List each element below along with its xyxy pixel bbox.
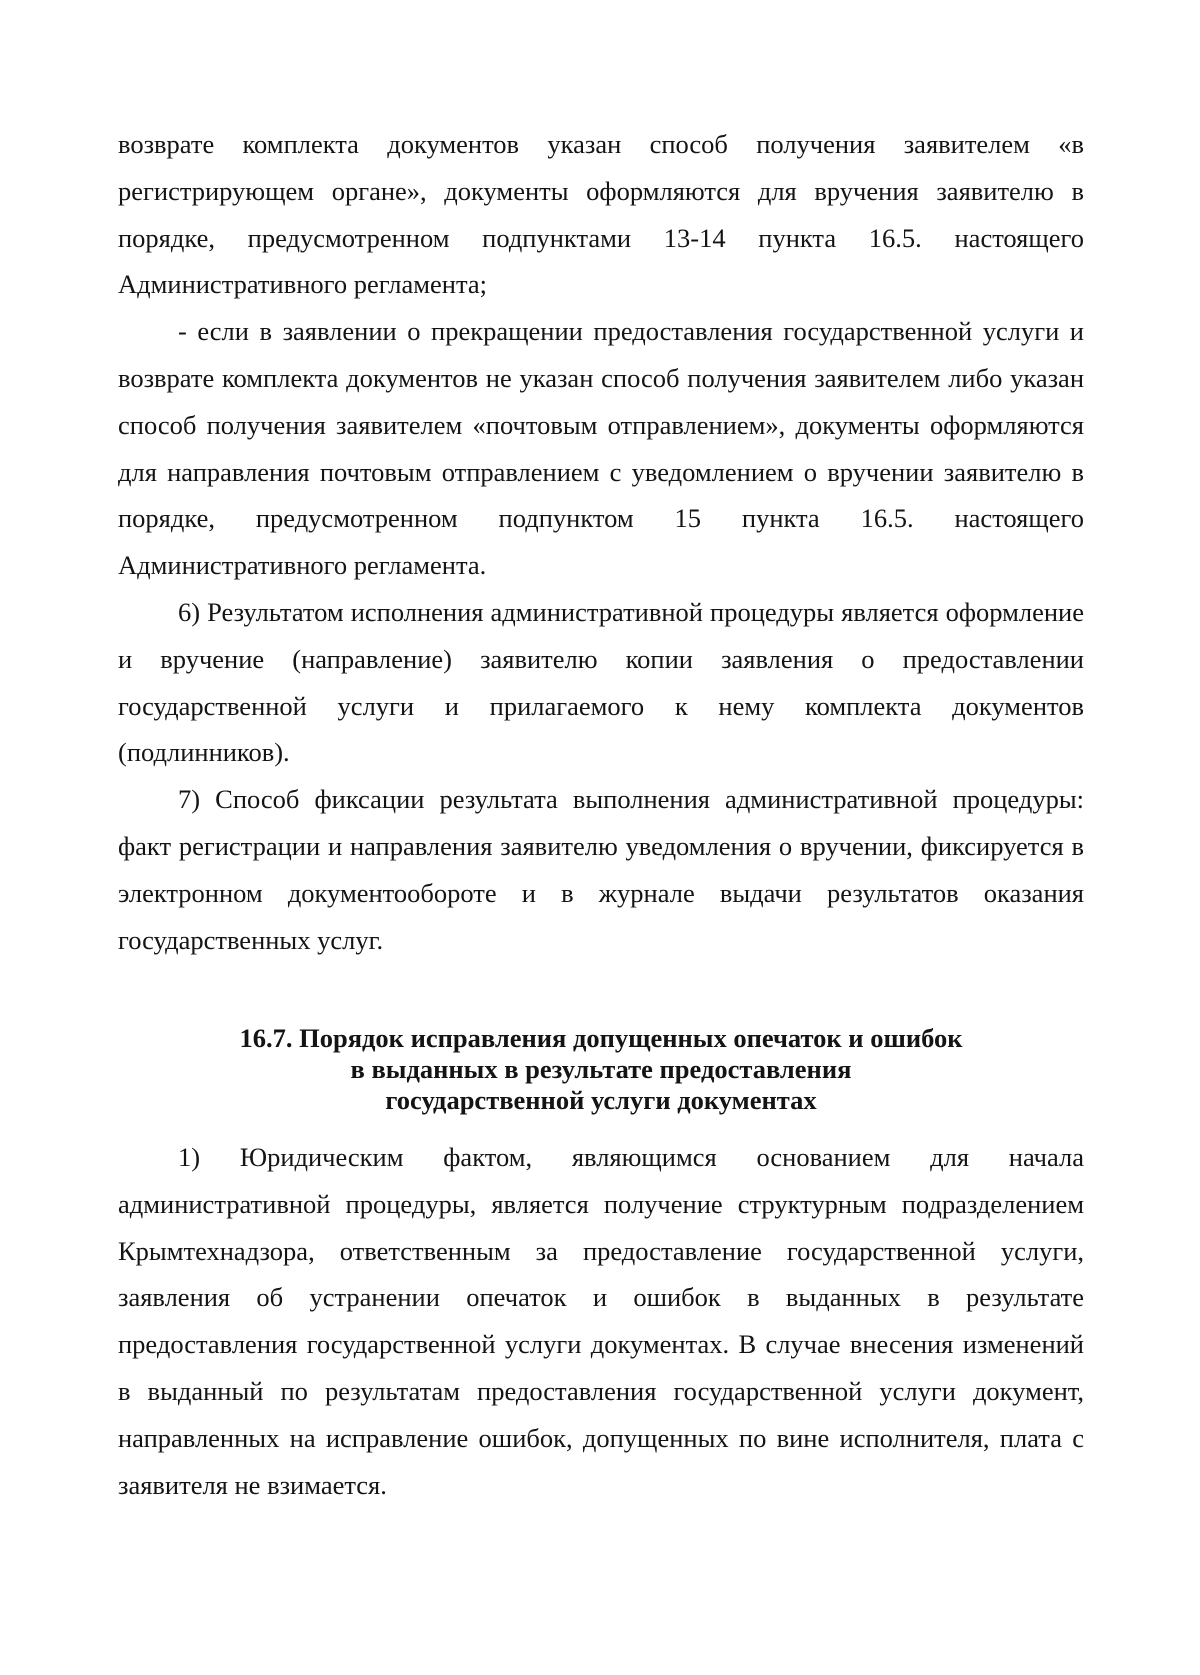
section-heading: [118, 1023, 1084, 1116]
paragraph-item-1: 1) Юридическим фактом, являющимся основанием для начала административной процедуры, является получение структурным подразделением Крымтехнадзора, ответственным за предоставление государственной услуги, заявления об устранении опечаток и ошибок в выданных в результате предоставления государственной услуги документах. В случае внесения изменений в выданный по результатам предоставления государственной услуги документ, направленных на исправление ошибок, допущенных по вине исполнителя, плата с заявителя не взимается.: [118, 1142, 1084, 1500]
body-text-upper: [118, 121, 1084, 963]
section-heading-line-3: государственной услуги документах: [385, 1085, 817, 1115]
paragraph-item-6: 6) Результатом исполнения административной процедуры является оформление и вручение (направление) заявителю копии заявления о предоставлении государственной услуги и прилагаемого к нему комплекта документов (подлинников).: [118, 596, 1084, 768]
body-text-lower: [118, 1134, 1084, 1508]
section-heading-line-1: 16.7. Порядок исправления допущенных опечаток и ошибок: [239, 1023, 963, 1053]
paragraph-list-item: - если в заявлении о прекращении предоставления государственной услуги и возврате комплекта документов не указан способ получения заявителем либо указан способ получения заявителем «почтовым отправлением», документы оформляются для направления почтовым отправлением с уведомлением о вручении заявителю в порядке, предусмотренном подпунктом 15 пункта 16.5. настоящего Административного регламента.: [118, 316, 1084, 581]
paragraph-continuation: возврате комплекта документов указан способ получения заявителем «в регистрирующем органе», документы оформляются для вручения заявителю в порядке, предусмотренном подпунктами 13-14 пункта 16.5. настоящего Административного регламента;: [118, 129, 1084, 300]
paragraph-item-7: 7) Способ фиксации результата выполнения административной процедуры: факт регистрации и направления заявителю уведомления о вручении, фиксируется в электронном документообороте и в журнале выдачи результатов оказания государственных услуг.: [118, 784, 1084, 955]
section-heading-line-2: в выданных в результате предоставления: [350, 1054, 852, 1084]
